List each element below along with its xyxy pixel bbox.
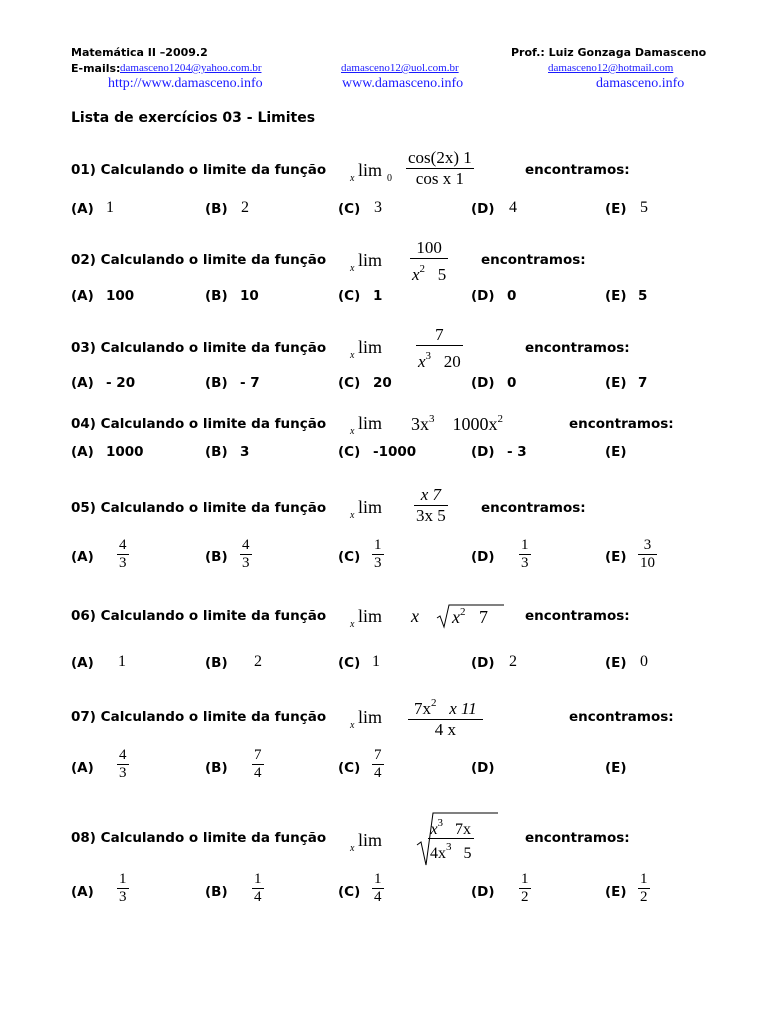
question-prompt: 01) Calculando o limite da função	[71, 162, 327, 178]
option-value-d: 1 2	[521, 871, 529, 905]
option-label-b[interactable]: (B)	[205, 201, 228, 217]
option-value-e: 3 10	[640, 537, 655, 571]
option-label-c[interactable]: (C)	[338, 375, 361, 391]
option-value-c: 1 3	[374, 537, 382, 571]
site-link-3[interactable]: damasceno.info	[596, 76, 685, 91]
option-label-a[interactable]: (A)	[71, 288, 94, 304]
option-label-b[interactable]: (B)	[205, 288, 228, 304]
option-value-d: 2	[509, 653, 517, 670]
function-fraction: $7x^2$ x 11 4 x	[408, 693, 483, 740]
option-label-d[interactable]: (D)	[471, 884, 495, 900]
option-label-a[interactable]: (A)	[71, 760, 94, 776]
function-fraction: x 7 3x 5	[416, 485, 446, 525]
option-value-b: 4 3	[242, 537, 250, 571]
option-label-d[interactable]: (D)	[471, 655, 495, 671]
option-value-a: 4 3	[119, 747, 127, 781]
function-term-x: x	[411, 606, 419, 626]
option-value-d: 1 3	[521, 537, 529, 571]
question-prompt: 05) Calculando o limite da função	[71, 500, 327, 516]
option-value-b: 10	[240, 288, 259, 304]
option-value-a: 1	[106, 199, 114, 216]
email-link-uol[interactable]: damasceno12@uol.com.br	[341, 62, 459, 74]
lim-operator: lim	[358, 250, 383, 270]
question-prompt: 03) Calculando o limite da função	[71, 340, 327, 356]
option-value-a: 100	[106, 288, 135, 304]
lim-subscript: x	[350, 619, 355, 630]
course-title: Matemática II –2009.2	[71, 46, 208, 59]
site-link-1[interactable]: http://www.damasceno.info	[108, 76, 263, 91]
option-label-e[interactable]: (E)	[605, 549, 627, 565]
option-label-a[interactable]: (A)	[71, 884, 94, 900]
function-fraction: 7 $x^3$ 20	[418, 325, 461, 371]
option-value-c: 1 4	[374, 871, 382, 905]
function-expression: $3x^3$ $1000x^2$	[411, 413, 503, 434]
option-label-e[interactable]: (E)	[605, 201, 627, 217]
found-label: encontramos:	[525, 340, 630, 356]
professor-name: Prof.: Luiz Gonzaga Damasceno	[511, 46, 707, 59]
found-label: encontramos:	[481, 500, 586, 516]
lim-subscript: x	[350, 843, 355, 854]
found-label: encontramos:	[525, 830, 630, 846]
question-prompt: 07) Calculando o limite da função	[71, 709, 327, 725]
option-label-b[interactable]: (B)	[205, 760, 228, 776]
option-value-a: 4 3	[119, 537, 127, 571]
option-value-c: 7 4	[374, 747, 382, 781]
question-prompt: 08) Calculando o limite da função	[71, 830, 327, 846]
option-label-c[interactable]: (C)	[338, 760, 361, 776]
option-label-e[interactable]: (E)	[605, 884, 627, 900]
found-label: encontramos:	[525, 162, 630, 178]
option-value-c: 20	[373, 375, 392, 391]
question-prompt: 04) Calculando o limite da função	[71, 416, 327, 432]
question-prompt: 06) Calculando o limite da função	[71, 608, 327, 624]
option-value-a: 1000	[106, 444, 144, 460]
option-label-e[interactable]: (E)	[605, 288, 627, 304]
lim-subscript-target: 0	[387, 173, 392, 184]
lim-subscript: x	[350, 263, 355, 274]
lim-operator: lim	[358, 337, 383, 357]
option-label-b[interactable]: (B)	[205, 375, 228, 391]
option-label-a[interactable]: (A)	[71, 444, 94, 460]
page-title: Lista de exercícios 03 - Limites	[71, 110, 316, 126]
email-link-hotmail[interactable]: damasceno12@hotmail.com	[548, 62, 674, 74]
option-value-d: 0	[507, 375, 517, 391]
site-link-2[interactable]: www.damasceno.info	[342, 76, 464, 91]
lim-operator: lim	[358, 497, 383, 517]
sqrt-radicand: $x^2$ 7	[452, 606, 488, 627]
option-value-e: 5	[640, 199, 648, 216]
email-link-yahoo[interactable]: damasceno1204@yahoo.com.br	[120, 62, 262, 74]
option-label-a[interactable]: (A)	[71, 201, 94, 217]
option-value-b: 1 4	[254, 871, 262, 905]
lim-subscript: x	[350, 350, 355, 361]
option-value-c: 3	[374, 199, 382, 216]
lim-subscript: x	[350, 510, 355, 521]
option-label-d[interactable]: (D)	[471, 760, 495, 776]
option-label-c[interactable]: (C)	[338, 444, 361, 460]
option-label-e[interactable]: (E)	[605, 655, 627, 671]
option-value-b: 2	[254, 653, 262, 670]
option-value-c: -1000	[373, 444, 417, 460]
option-value-b: 3	[240, 444, 250, 460]
lim-subscript: x	[350, 426, 355, 437]
option-value-e: 1 2	[640, 871, 648, 905]
function-fraction: cos(2x) 1 cos x 1	[408, 148, 472, 188]
option-label-b[interactable]: (B)	[205, 444, 228, 460]
lim-subscript: x	[350, 173, 355, 184]
lim-operator: lim	[358, 413, 383, 433]
option-label-a[interactable]: (A)	[71, 375, 94, 391]
option-label-c[interactable]: (C)	[338, 549, 361, 565]
found-label: encontramos:	[569, 416, 674, 432]
option-value-e: 7	[638, 375, 648, 391]
option-value-e: 0	[640, 653, 648, 670]
option-label-c[interactable]: (C)	[338, 288, 361, 304]
option-label-c[interactable]: (C)	[338, 201, 361, 217]
found-label: encontramos:	[481, 252, 586, 268]
lim-operator: lim	[358, 707, 383, 727]
option-value-c: 1	[373, 288, 383, 304]
lim-operator: lim	[358, 830, 383, 850]
option-label-c[interactable]: (C)	[338, 655, 361, 671]
option-label-c[interactable]: (C)	[338, 884, 361, 900]
option-value-a: - 20	[106, 375, 136, 391]
option-label-d[interactable]: (D)	[471, 201, 495, 217]
option-value-a: 1 3	[119, 871, 127, 905]
option-value-d: 0	[507, 288, 517, 304]
question-prompt: 02) Calculando o limite da função	[71, 252, 327, 268]
lim-operator: lim	[358, 160, 383, 180]
option-label-b[interactable]: (B)	[205, 655, 228, 671]
found-label: encontramos:	[569, 709, 674, 725]
option-value-b: - 7	[240, 375, 260, 391]
option-label-e[interactable]: (E)	[605, 444, 627, 460]
option-value-b: 7 4	[254, 747, 262, 781]
option-value-a: 1	[118, 653, 126, 670]
option-label-d[interactable]: (D)	[471, 288, 495, 304]
option-label-a[interactable]: (A)	[71, 655, 94, 671]
emails-label: E-mails:	[71, 62, 121, 75]
radicand-fraction: $x^3$ 7x $4x^3$ 5	[430, 817, 472, 862]
option-label-b[interactable]: (B)	[205, 549, 228, 565]
option-label-d[interactable]: (D)	[471, 444, 495, 460]
option-value-d: - 3	[507, 444, 527, 460]
lim-subscript: x	[350, 720, 355, 731]
option-label-b[interactable]: (B)	[205, 884, 228, 900]
option-value-c: 1	[372, 653, 380, 670]
option-label-a[interactable]: (A)	[71, 549, 94, 565]
option-label-e[interactable]: (E)	[605, 375, 627, 391]
option-value-d: 4	[509, 199, 517, 216]
option-label-d[interactable]: (D)	[471, 549, 495, 565]
option-value-e: 5	[638, 288, 648, 304]
option-value-b: 2	[241, 199, 249, 216]
function-fraction: 100 $x^2$ 5	[412, 238, 447, 284]
found-label: encontramos:	[525, 608, 630, 624]
lim-operator: lim	[358, 606, 383, 626]
option-label-e[interactable]: (E)	[605, 760, 627, 776]
option-label-d[interactable]: (D)	[471, 375, 495, 391]
